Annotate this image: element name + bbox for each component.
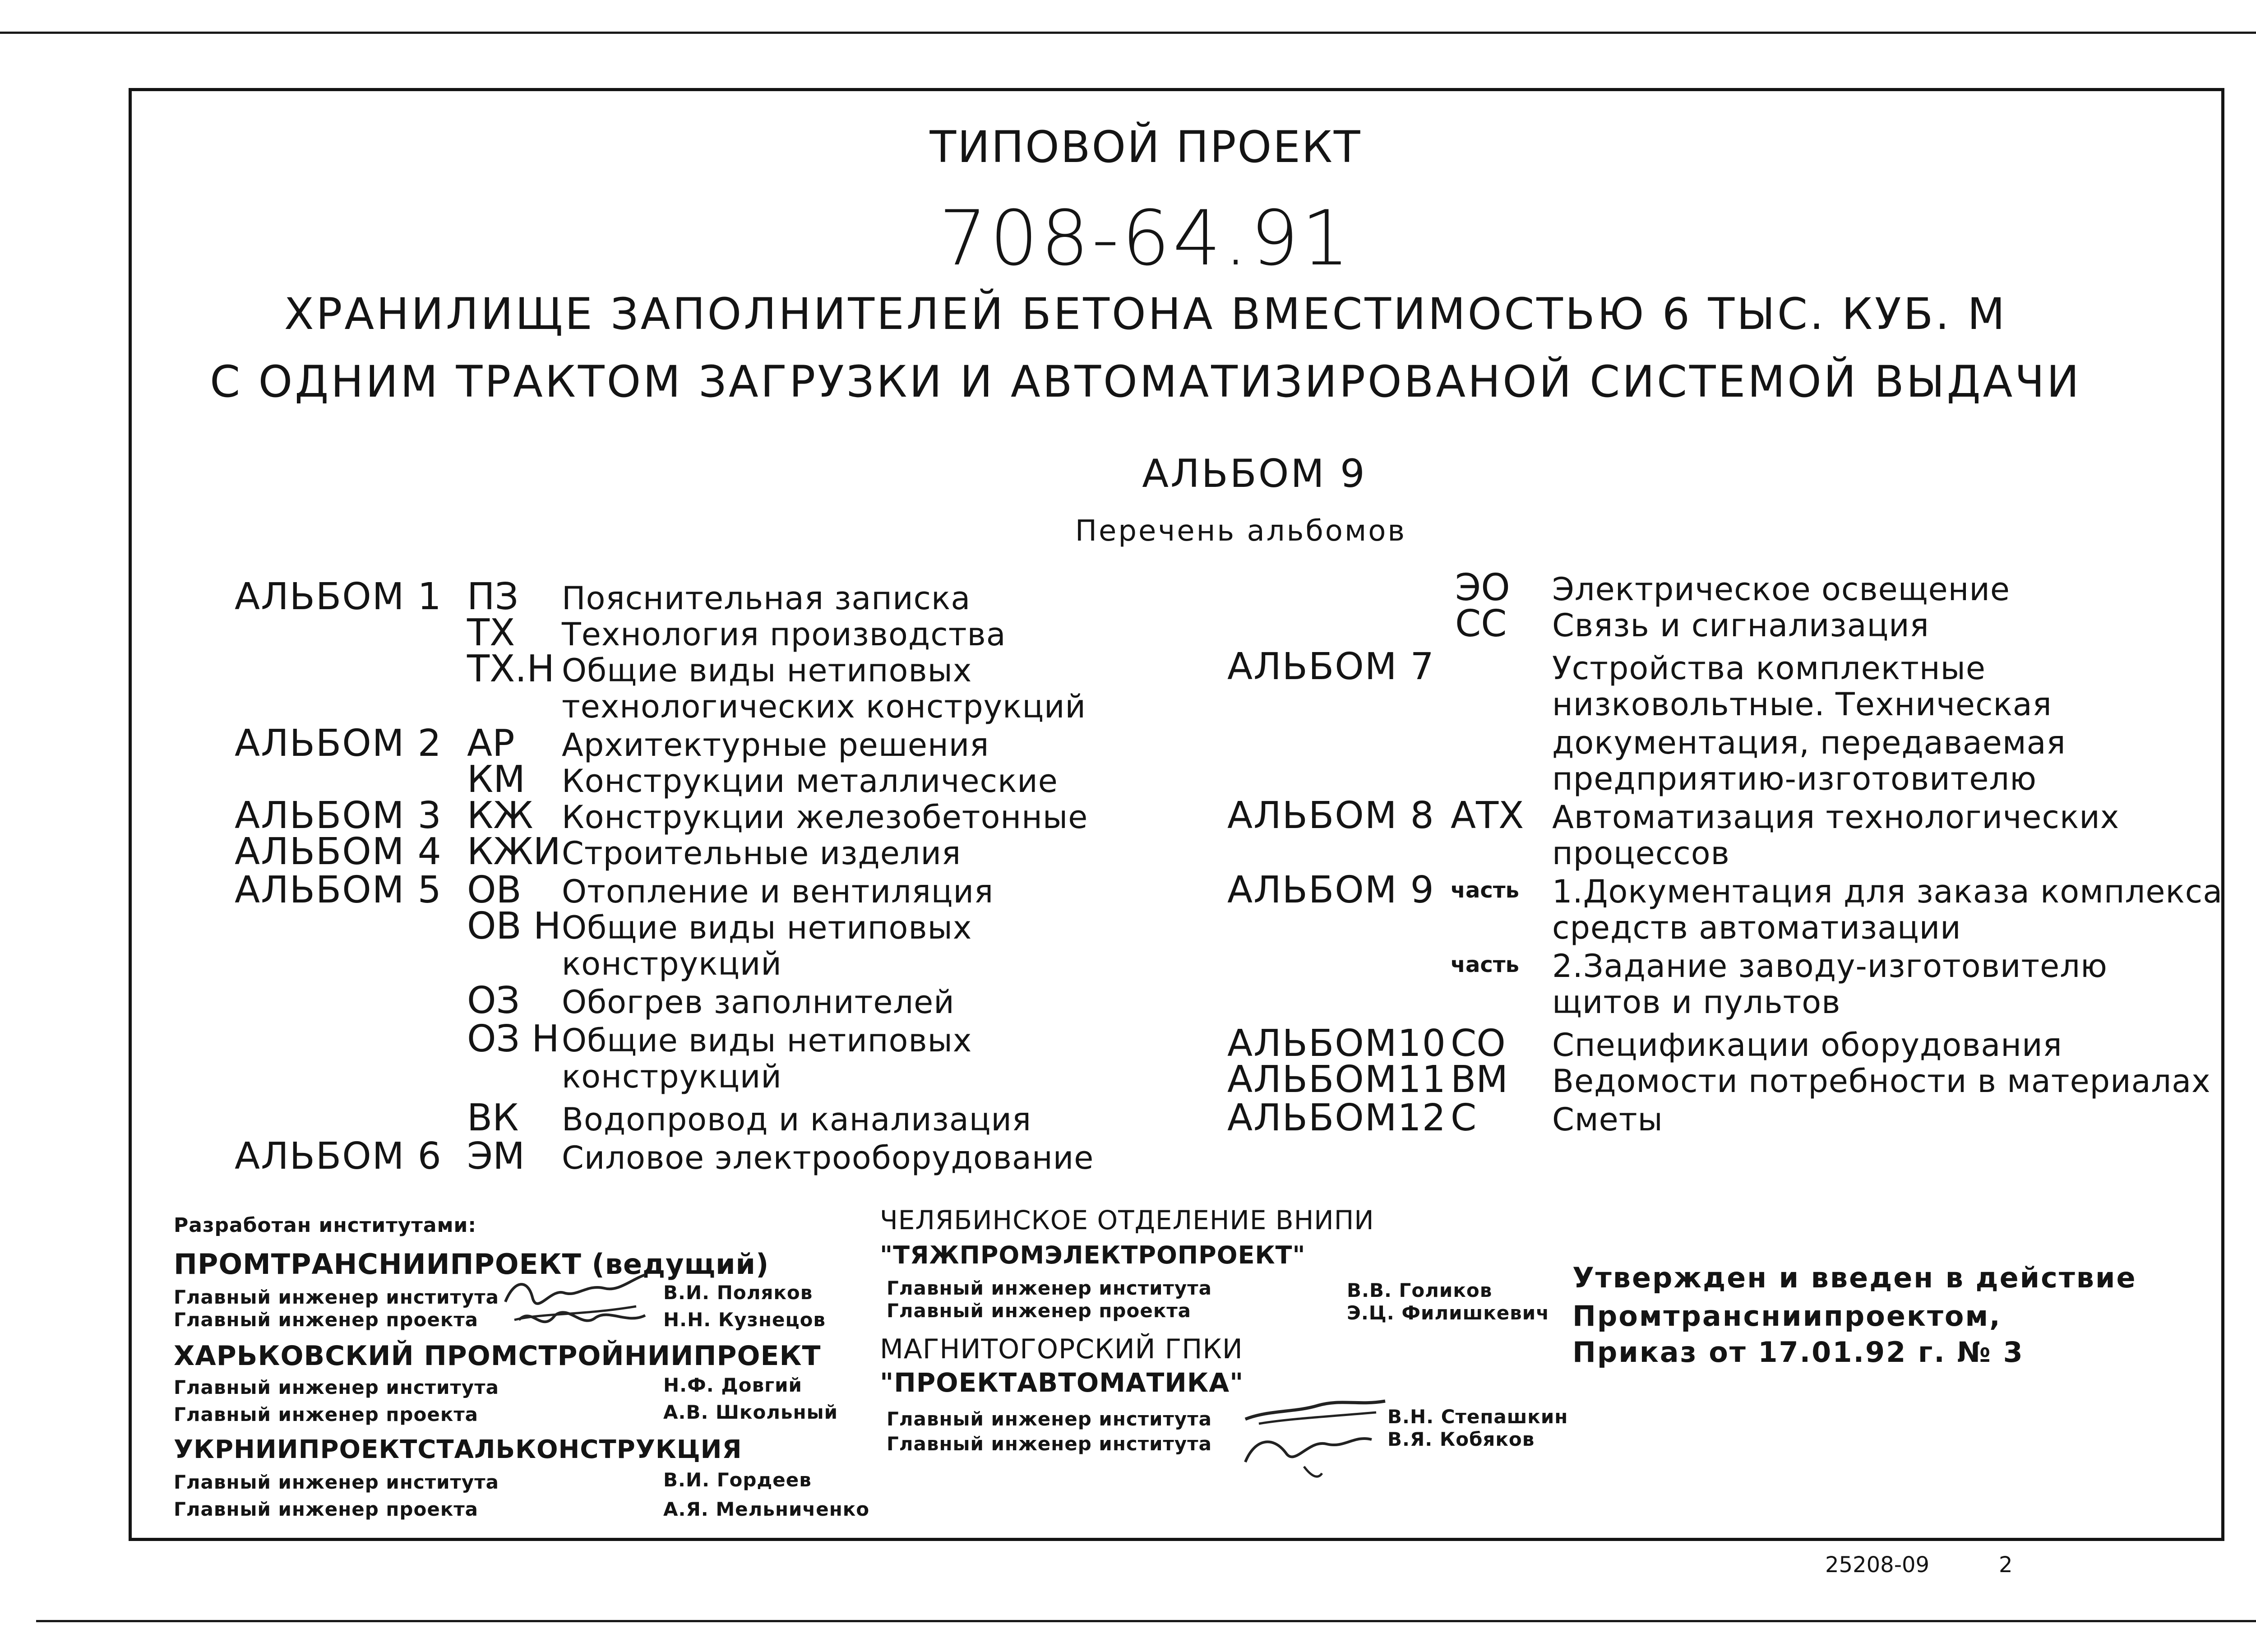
album-description: Связь и сигнализация [1552,607,1929,644]
album-description: Строительные изделия [562,835,962,872]
org3-name1: В.И. Гордеев [663,1469,812,1491]
org3-name2: А.Я. Мельниченко [663,1498,870,1520]
album-code: КЖ [467,794,533,837]
album-description: низковольтные. Техническая [1552,686,2052,723]
org5-name-b: "ПРОЕКТАВТОМАТИКА" [880,1367,1244,1398]
org2-role2: Главный инженер проекта [174,1403,479,1425]
org5-name-a: МАГНИТОГОРСКИЙ ГПКИ [880,1333,1243,1365]
album-description: Электрическое освещение [1552,571,2010,608]
album-label: АЛЬБОМ 2 [235,722,442,765]
album-code: ОВ [467,869,522,912]
org1-name: ПРОМТРАНСНИИПРОЕКТ (ведущий) [174,1248,769,1281]
org1-name2: Н.Н. Кузнецов [663,1309,826,1331]
top-rule [0,32,2256,34]
project-type: ТИПОВОЙ ПРОЕКТ [929,122,1362,172]
album-description: Конструкции железобетонные [562,799,1088,836]
album-description: Спецификации оборудования [1552,1027,2062,1064]
album-label: АЛЬБОМ 8 [1227,794,1435,837]
org4-role2: Главный инженер проекта [887,1300,1192,1322]
signature-kuznetsov [514,1302,650,1338]
org3-role1: Главный инженер института [174,1471,499,1493]
album-code: ВМ [1451,1058,1508,1101]
sheet-code: 25208-09 [1825,1552,1930,1578]
org4-name2: Э.Ц. Филишкевич [1347,1302,1550,1324]
org5-role1: Главный инженер института [887,1408,1212,1430]
project-title-line1: ХРАНИЛИЩЕ ЗАПОЛНИТЕЛЕЙ БЕТОНА ВМЕСТИМОСТЬЮ 6 ТЫС. КУБ. М [284,289,2007,339]
album-description: Технология производства [562,616,1006,653]
album-list-title: Перечень альбомов [1075,514,1407,548]
album-code: СО [1451,1022,1506,1065]
album-description: Отопление и вентиляция [562,873,994,910]
album-description: Устройства комплектные [1552,650,1986,687]
org2-role1: Главный инженер института [174,1376,499,1398]
album-description: Пояснительная записка [562,580,971,617]
album-description: 2.Задание заводу-изготовителю [1552,948,2108,985]
approval-line1: Утвержден и введен в действие [1572,1261,2137,1294]
org4-name-b: "ТЯЖПРОМЭЛЕКТРОПРОЕКТ" [880,1241,1306,1269]
bottom-rule [36,1620,2256,1622]
org5-name2: В.Я. Кобяков [1387,1428,1535,1450]
album-description: Общие виды нетиповых [562,1022,972,1059]
album-description: средств автоматизации [1552,909,1961,946]
org4-role1: Главный инженер института [887,1277,1212,1299]
album-description: щитов и пультов [1552,984,1841,1021]
org3-role2: Главный инженер проекта [174,1498,479,1520]
album-description: процессов [1552,835,1730,872]
album-code: С [1451,1097,1477,1139]
org2-name: ХАРЬКОВСКИЙ ПРОМСТРОЙНИИПРОЕКТ [174,1340,821,1372]
album-label: АЛЬБОМ 9 [1227,869,1435,912]
album-code: ОЗ [467,979,520,1022]
org5-role2: Главный инженер института [887,1433,1212,1455]
album-number: АЛЬБОМ 9 [1142,451,1367,496]
album-label: АЛЬБОМ 6 [235,1135,442,1178]
album-description: документация, передаваемая [1552,724,2066,761]
signature-kobyakov [1236,1421,1399,1485]
album-code: ТХ [467,611,515,654]
album-label: АЛЬБОМ11 [1227,1058,1447,1101]
album-description: Архитектурные решения [562,727,989,764]
project-title-line2: С ОДНИМ ТРАКТОМ ЗАГРУЗКИ И АВТОМАТИЗИРОВАНОЙ СИСТЕМОЙ ВЫДАЧИ [210,356,2081,407]
album-code: ТХ.Н [467,648,555,690]
album-description: Конструкции металлические [562,763,1058,800]
album-description: Обогрев заполнителей [562,984,955,1021]
org3-name: УКРНИИПРОЕКТСТАЛЬКОНСТРУКЦИЯ [174,1435,742,1464]
album-label: АЛЬБОМ 3 [235,794,442,837]
developers-heading: Разработан институтами: [174,1214,476,1237]
album-description: конструкций [562,945,782,982]
album-code: часть [1451,952,1519,977]
album-code: ПЗ [467,575,519,618]
album-code: СС [1455,602,1507,645]
album-description: Автоматизация технологических [1552,799,2120,836]
album-description: Водопровод и канализация [562,1101,1032,1138]
album-code: ОВ Н [467,905,561,948]
album-code: АТХ [1451,794,1524,837]
org1-role1: Главный инженер института [174,1286,499,1308]
album-description: Ведомости потребности в материалах [1552,1063,2211,1100]
album-label: АЛЬБОМ 7 [1227,645,1435,688]
album-code: АР [467,722,515,765]
project-number: 708-64.91 [938,194,1353,282]
org4-name1: В.В. Голиков [1347,1279,1493,1301]
album-code: ВК [467,1097,519,1139]
album-description: конструкций [562,1058,782,1095]
album-description: предприятию-изготовителю [1552,760,2037,797]
album-label: АЛЬБОМ 1 [235,575,442,618]
org5-name1: В.Н. Степашкин [1387,1406,1568,1428]
album-description: Общие виды нетиповых [562,652,972,689]
album-description: Силовое электрооборудование [562,1139,1094,1176]
album-code: ЭМ [467,1135,525,1178]
album-code: КМ [467,758,525,801]
album-description: Сметы [1552,1101,1663,1138]
org2-name2: А.В. Школьный [663,1401,838,1423]
album-description: Общие виды нетиповых [562,909,972,946]
album-code: ОЗ Н [467,1018,559,1060]
album-code: часть [1451,878,1519,903]
album-label: АЛЬБОМ10 [1227,1022,1447,1065]
approval-line3: Приказ от 17.01.92 г. № 3 [1572,1336,2024,1369]
org4-name-a: ЧЕЛЯБИНСКОЕ ОТДЕЛЕНИЕ ВНИПИ [880,1205,1374,1236]
org1-name1: В.И. Поляков [663,1282,813,1304]
album-label: АЛЬБОМ12 [1227,1097,1447,1139]
album-code: КЖИ [467,830,561,873]
org2-name1: Н.Ф. Довгий [663,1374,802,1396]
sheet-page: 2 [1999,1552,2013,1578]
approval-line2: Промтрансниипроектом, [1572,1300,2002,1333]
album-description: технологических конструкций [562,688,1086,725]
album-label: АЛЬБОМ 4 [235,830,442,873]
album-label: АЛЬБОМ 5 [235,869,442,912]
album-code: ЭО [1455,566,1510,609]
org1-role2: Главный инженер проекта [174,1309,479,1331]
album-description: 1.Документация для заказа комплекса [1552,873,2223,910]
